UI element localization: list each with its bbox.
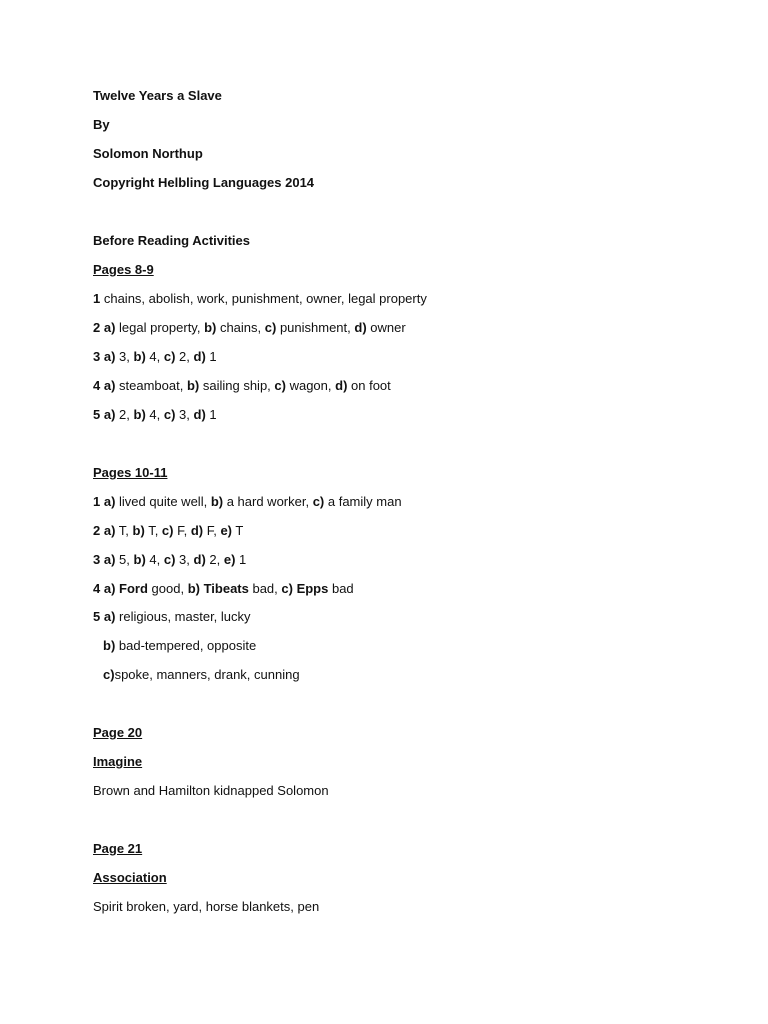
option-letter: d)	[193, 552, 206, 567]
option-letter: b)	[133, 407, 146, 422]
option-letter: d)	[193, 349, 206, 364]
option-letter: a)	[103, 407, 116, 422]
option-letter: b)	[133, 552, 146, 567]
answer-text: 4,	[145, 407, 164, 422]
answer-text: chains, abolish, work, punishment, owner, legal property	[100, 291, 427, 306]
page-20-heading: Page 20	[93, 725, 143, 740]
answer-text: a hard worker,	[223, 494, 313, 509]
answer-text: legal property,	[115, 320, 205, 335]
character-name: Epps	[292, 581, 329, 596]
question-number: 2	[93, 320, 101, 335]
answer-text: 2,	[115, 407, 134, 422]
option-letter: b)	[204, 320, 217, 335]
option-letter: d)	[335, 378, 348, 393]
question-number: 1	[93, 494, 101, 509]
option-letter: c)	[161, 523, 174, 538]
option-letter: a)	[103, 609, 116, 624]
answer-text: F,	[203, 523, 221, 538]
answer-text: bad,	[248, 581, 282, 596]
question-number: 4	[93, 581, 101, 596]
answer-text: punishment,	[276, 320, 355, 335]
answer-line	[93, 581, 354, 597]
option-letter: b)	[210, 494, 224, 509]
answer-line	[93, 552, 246, 568]
option-letter: d)	[193, 407, 206, 422]
answer-line	[93, 407, 217, 423]
answer-text: on foot	[347, 378, 391, 393]
answer-text: T,	[115, 523, 133, 538]
question-number: 5	[93, 407, 101, 422]
option-letter: a)	[103, 320, 116, 335]
option-letter: d)	[354, 320, 367, 335]
option-letter: a)	[103, 552, 116, 567]
option-letter: b)	[133, 349, 146, 364]
answer-line	[93, 523, 243, 539]
answer-line	[93, 494, 402, 510]
option-letter: c)	[274, 378, 286, 393]
author-name: Solomon Northup	[93, 146, 203, 161]
answer-text: 5,	[115, 552, 134, 567]
answer-text: 1	[205, 407, 217, 422]
imagine-answer: Brown and Hamilton kidnapped Solomon	[93, 783, 329, 798]
answer-line	[103, 667, 300, 683]
option-letter: c)	[312, 494, 325, 509]
answer-line	[93, 291, 427, 307]
option-letter: b)	[186, 378, 200, 393]
answer-text: sailing ship,	[199, 378, 275, 393]
answer-text: F,	[173, 523, 191, 538]
answer-text: spoke, manners, drank, cunning	[114, 667, 300, 682]
pages-10-11-heading: Pages 10-11	[93, 465, 168, 480]
pages-8-9-heading: Pages 8-9	[93, 262, 154, 277]
answer-text: 1	[235, 552, 247, 567]
answer-text: 2,	[175, 349, 194, 364]
answer-text: 4,	[145, 552, 164, 567]
option-letter: c)	[163, 349, 176, 364]
by-label: By	[93, 117, 110, 132]
association-answer: Spirit broken, yard, horse blankets, pen	[93, 899, 320, 914]
option-letter: c)	[281, 581, 293, 596]
answer-line	[93, 609, 251, 625]
option-letter: a)	[103, 581, 116, 596]
question-number: 4	[93, 378, 101, 393]
copyright-line: Copyright Helbling Languages 2014	[93, 175, 315, 190]
answer-line	[93, 378, 391, 394]
answer-text: good,	[147, 581, 188, 596]
option-letter: a)	[103, 494, 116, 509]
answer-text: a family man	[324, 494, 402, 509]
answer-line	[103, 638, 256, 654]
question-number: 3	[93, 349, 101, 364]
answer-text: religious, master, lucky	[115, 609, 251, 624]
answer-text: bad	[328, 581, 354, 596]
answer-text: T,	[144, 523, 162, 538]
question-number: 3	[93, 552, 101, 567]
option-letter: a)	[103, 378, 116, 393]
option-letter: a)	[103, 349, 116, 364]
answer-text: lived quite well,	[115, 494, 211, 509]
page-21-heading: Page 21	[93, 841, 143, 856]
answer-text: 3,	[115, 349, 134, 364]
answer-text: bad-tempered, opposite	[115, 638, 257, 653]
answer-text: 3,	[175, 407, 194, 422]
option-letter: c)	[163, 552, 176, 567]
option-letter: e)	[220, 523, 233, 538]
answer-text: 4,	[145, 349, 164, 364]
option-letter: c)	[103, 667, 115, 682]
answer-text: steamboat,	[115, 378, 187, 393]
section-heading-before-reading: Before Reading Activities	[93, 233, 251, 248]
answer-text: 2,	[205, 552, 224, 567]
character-name: Ford	[115, 581, 148, 596]
option-letter: e)	[223, 552, 236, 567]
question-number: 1	[93, 291, 101, 306]
option-letter: b)	[103, 638, 116, 653]
question-number: 5	[93, 609, 101, 624]
book-title: Twelve Years a Slave	[93, 88, 222, 103]
option-letter: b)	[132, 523, 145, 538]
imagine-heading: Imagine	[93, 754, 143, 769]
answer-text: T	[232, 523, 244, 538]
association-heading: Association	[93, 870, 167, 885]
answer-line	[93, 320, 406, 336]
option-letter: c)	[264, 320, 277, 335]
answer-text: owner	[366, 320, 406, 335]
question-number: 2	[93, 523, 101, 538]
option-letter: a)	[103, 523, 116, 538]
answer-line	[93, 349, 217, 365]
option-letter: d)	[190, 523, 204, 538]
answer-text: 1	[205, 349, 217, 364]
answer-text: 3,	[175, 552, 194, 567]
option-letter: c)	[163, 407, 176, 422]
option-letter: b)	[187, 581, 200, 596]
answer-text: chains,	[216, 320, 265, 335]
character-name: Tibeats	[199, 581, 249, 596]
answer-text: wagon,	[285, 378, 336, 393]
